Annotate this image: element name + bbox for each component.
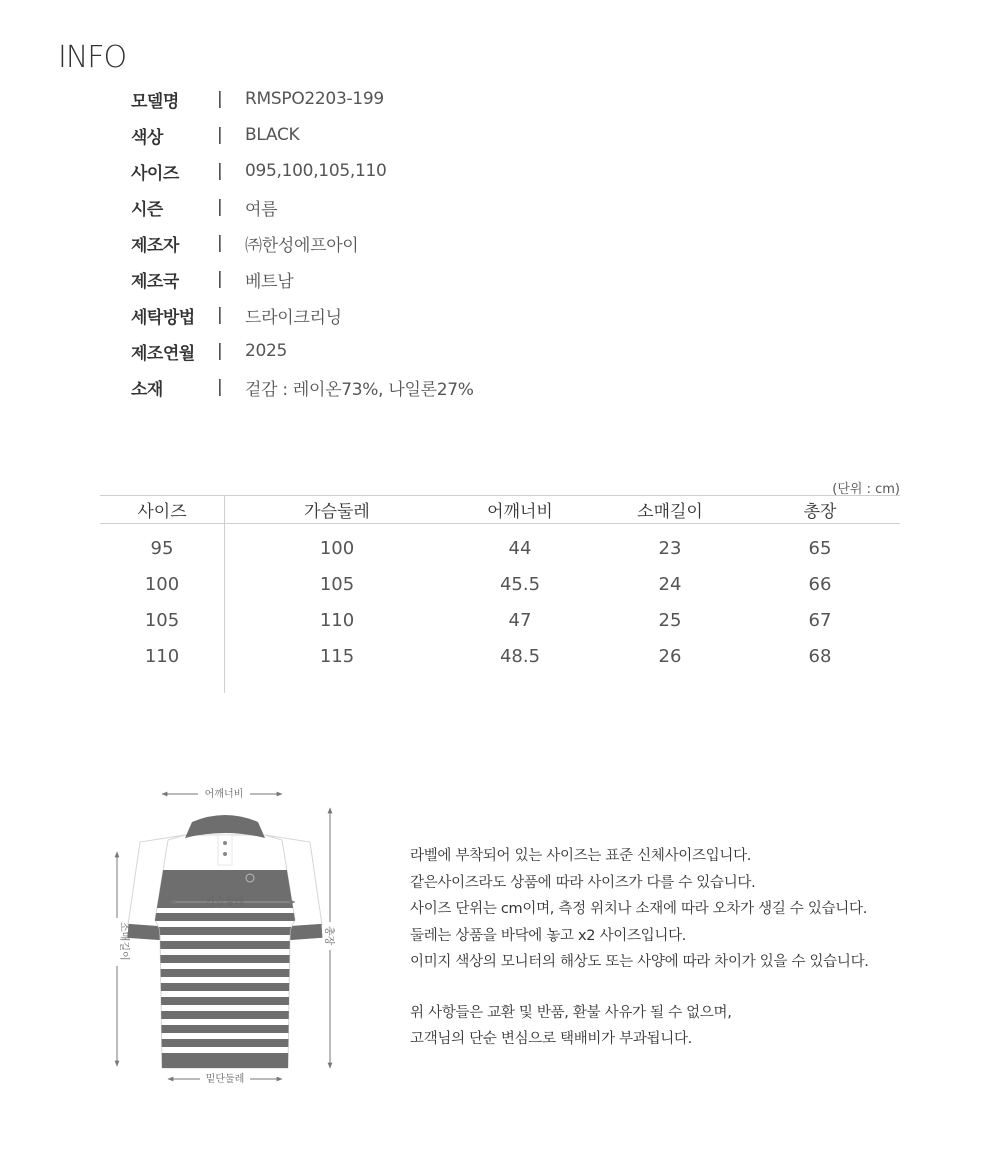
- shoulder-label: 어깨너비: [204, 789, 244, 800]
- info-separator: |: [217, 89, 223, 109]
- table-row: [100, 602, 900, 638]
- info-separator: |: [217, 377, 223, 397]
- length-label: 총장: [323, 926, 334, 946]
- table-row: [100, 530, 900, 566]
- info-separator: |: [217, 305, 223, 325]
- info-row-size: [131, 153, 474, 189]
- info-separator: |: [217, 197, 223, 217]
- size-table: [100, 495, 900, 674]
- table-cell: 24: [658, 573, 682, 595]
- table-row: [100, 566, 900, 602]
- table-cell: 110: [319, 609, 355, 631]
- info-row-season: [131, 189, 474, 225]
- table-cell: 100: [144, 573, 180, 595]
- table-cell: 95: [150, 537, 174, 559]
- table-divider: [224, 495, 225, 693]
- info-label: 제조자: [131, 235, 179, 256]
- unit-note: (단위 : cm): [832, 482, 900, 497]
- header-cell: 사이즈: [137, 502, 187, 522]
- info-separator: |: [217, 161, 223, 181]
- info-row-washing: [131, 297, 474, 333]
- hem-label: 밑단둘레: [205, 1074, 245, 1085]
- note-line: 둘레는 상품을 바닥에 놓고 x2 사이즈입니다.: [410, 927, 687, 944]
- header-cell: 총장: [803, 502, 837, 522]
- info-label: 모델명: [131, 91, 179, 112]
- table-cell: 48.5: [499, 645, 541, 667]
- header-cell: 어깨너비: [487, 502, 553, 522]
- info-value: 2025: [245, 341, 288, 361]
- info-row-material: [131, 369, 474, 405]
- info-value: RMSPO2203-199: [245, 89, 384, 109]
- size-notes: [410, 843, 869, 1053]
- info-row-manufacturer: [131, 225, 474, 261]
- note-line: 사이즈 단위는 cm이며, 측정 위치나 소재에 따라 오차가 생길 수 있습니다.: [410, 901, 868, 917]
- table-cell: 44: [508, 537, 532, 559]
- table-cell: 23: [658, 537, 682, 559]
- table-header: [100, 495, 900, 524]
- info-row-model: [131, 81, 474, 117]
- info-row-color: [131, 117, 474, 153]
- right-cuff: [289, 924, 323, 940]
- note-line: 이미지 색상의 모니터의 해상도 또는 사양에 따라 차이가 있을 수 있습니다.: [410, 954, 869, 970]
- info-separator: |: [217, 269, 223, 289]
- info-separator: |: [217, 341, 223, 361]
- info-value: 베트남: [245, 271, 294, 292]
- table-cell: 115: [319, 645, 355, 667]
- table-cell: 66: [808, 573, 832, 595]
- info-row-country: [131, 261, 474, 297]
- table-cell: 45.5: [499, 573, 541, 595]
- info-label: 색상: [131, 127, 163, 148]
- note-line: 같은사이즈라도 상품에 따라 사이즈가 다를 수 있습니다.: [410, 874, 756, 891]
- table-cell: 65: [808, 537, 832, 559]
- info-list: [131, 81, 474, 405]
- table-cell: 105: [144, 609, 180, 631]
- info-separator: |: [217, 233, 223, 253]
- placket: [218, 835, 232, 865]
- info-value: 겉감 : 레이온73%, 나일론27%: [245, 379, 474, 400]
- table-cell: 105: [319, 573, 355, 595]
- info-title: INFO: [58, 40, 127, 75]
- note-line: 위 사항들은 교환 및 반품, 환불 사유가 될 수 없으며,: [410, 1004, 732, 1021]
- info-row-date: [131, 333, 474, 369]
- table-cell: 110: [144, 645, 180, 667]
- info-label: 사이즈: [131, 163, 179, 184]
- info-label: 시즌: [131, 199, 163, 220]
- table-cell: 26: [658, 645, 682, 667]
- shirt-body: [155, 835, 295, 1068]
- table-row: [100, 638, 900, 674]
- info-value: 095,100,105,110: [245, 161, 387, 181]
- info-separator: |: [217, 125, 223, 145]
- chest-label: 가슴둘레: [205, 897, 245, 908]
- info-value: 드라이크리닝: [245, 307, 342, 328]
- sleeve-label: 소매길이: [118, 922, 129, 961]
- table-cell: 47: [508, 609, 532, 631]
- info-value: ㈜한성에프아이: [245, 235, 359, 256]
- info-label: 세탁방법: [131, 307, 195, 328]
- shirt-measurement-diagram: [100, 780, 350, 1100]
- header-cell: 가슴둘레: [304, 502, 370, 522]
- table-cell: 67: [808, 609, 832, 631]
- header-cell: 소매길이: [637, 502, 703, 522]
- table-cell: 25: [658, 609, 682, 631]
- table-cell: 68: [808, 645, 832, 667]
- info-label: 소재: [131, 379, 163, 400]
- info-value: BLACK: [245, 125, 300, 145]
- info-label: 제조연월: [131, 343, 195, 364]
- note-line: 라벨에 부착되어 있는 사이즈는 표준 신체사이즈입니다.: [410, 848, 752, 864]
- note-line: 고객님의 단순 변심으로 택배비가 부과됩니다.: [410, 1031, 692, 1047]
- info-label: 제조국: [131, 271, 179, 292]
- left-cuff: [128, 924, 162, 940]
- table-cell: 100: [319, 537, 355, 559]
- info-value: 여름: [245, 199, 278, 220]
